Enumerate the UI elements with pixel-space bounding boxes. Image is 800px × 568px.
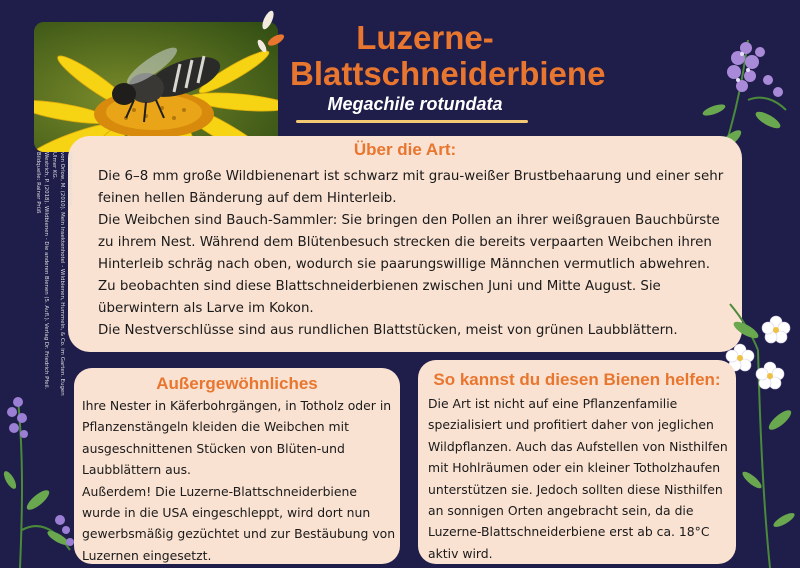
about-paragraph: Die Weibchen sind Bauch-Sammler: Sie bringen den Pollen an ihrer weißgrauen Bauchbürste zu ihrem Nest. Während dem Blütenbesuch strecken die bereits verpaarten Weibchen ihren Hinterleib schräg nach oben, wodurch sie paarungswillige Männchen vermutlich abwehren. — [98, 213, 720, 272]
sources-block — [12, 152, 74, 402]
about-species-panel — [68, 136, 742, 352]
about-paragraph: Die Nestverschlüsse sind aus rundlichen Blattstücken, meist von grünen Laubblättern. — [98, 323, 678, 338]
about-paragraph: Die 6–8 mm große Wildbienenart ist schwarz mit grau-weißer Brustbehaarung und einer sehr feinen hellen Bänderung auf dem Hinterleib. — [98, 169, 724, 206]
page-title — [290, 19, 606, 92]
title-line-1: Luzerne- — [356, 19, 494, 56]
how-to-help-panel — [418, 360, 736, 564]
special-heading: Außergewöhnliches — [156, 374, 318, 393]
sources-heading: Informationsquellen: — [67, 152, 73, 208]
source-line: Bildquelle: Rainer Prüß — [35, 152, 41, 214]
about-heading: Über die Art: — [353, 140, 457, 159]
about-text — [98, 166, 738, 342]
scientific-name: Megachile rotundata — [327, 94, 503, 114]
leaf-decoration-icon — [250, 6, 290, 56]
bee-photo — [34, 22, 278, 152]
special-paragraph: Außerdem! Die Luzerne-Blattschneiderbiene wurde in die USA eingeschleppt, wird dort nun gewerbsmäßig gezüchtet und zur Bestäubung von Luzernen eingesetzt. — [82, 483, 396, 563]
special-text — [82, 395, 398, 566]
source-line: von Orlow, M. (2010). Mein Insektenhotel - Wildbienen, Hummeln, & Co. im Garten. Eugen Ulmer KG. — [51, 152, 65, 396]
bee-on-flower-illustration — [34, 22, 278, 152]
special-paragraph: Ihre Nester in Käferbohrgängen, in Totholz oder in Pflanzenstängeln kleiden die Weibchen mit ausgeschnittenen Stücken von Blüten-und Laubblättern aus. — [82, 398, 392, 478]
title-line-2: Blattschneiderbiene — [290, 55, 606, 92]
special-facts-panel — [74, 368, 400, 564]
subtitle-underline — [296, 120, 528, 123]
purple-flower-icon — [0, 380, 80, 568]
help-paragraph: Die Art ist nicht auf eine Pflanzenfamilie spezialisiert und profitiert daher von jeglichen Wildpflanzen. Auch das Aufstellen von Nisthilfen mit Hohlräumen oder ein kleiner Totholzhaufen unterstützen sie. Jedoch sollten diese Nisthilfen an sonnigen Orten angebracht sein, da die Luzerne-Blattschneiderbiene erst ab ca. 18°C aktiv wird. — [428, 396, 728, 561]
help-text — [428, 393, 732, 564]
about-paragraph: Zu beobachten sind diese Blattschneiderbienen zwischen Juni und Mitte August. Sie überwintern als Larve im Kokon. — [98, 279, 661, 316]
help-heading: So kannst du diesen Bienen helfen: — [433, 370, 721, 389]
source-line: Westrich, P. (2018). Wildbienen - Die anderen Bienen (5. Aufl.). Verlag Dr. Friedrich Pfeil. — [43, 152, 49, 390]
